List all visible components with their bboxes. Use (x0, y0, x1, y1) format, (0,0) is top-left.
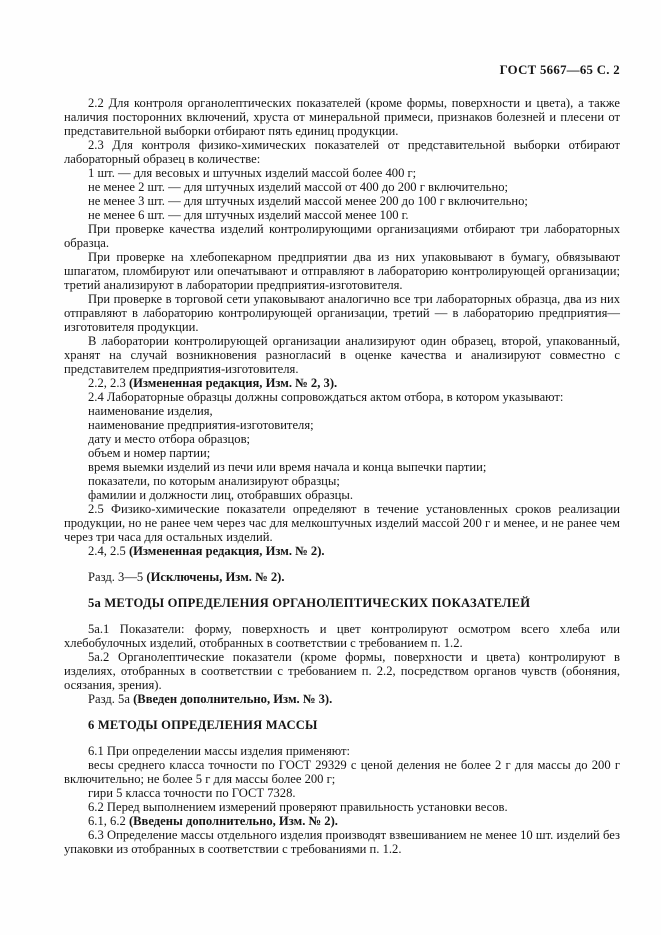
text-segment: 2.2 Для контроля органолептических показателей (кроме формы, поверхности и цвета), а также наличия посторонних включений, хруста от минеральной примеси, признаков болезней и плесени от представительной выборки отбирают пять единиц продукции. (64, 96, 620, 138)
paragraph (64, 250, 620, 292)
bold-text-segment: (Исключены, Изм. № 2). (146, 570, 285, 584)
paragraph (64, 474, 620, 488)
paragraph-spacer (64, 610, 620, 622)
text-segment: 2.4 Лабораторные образцы должны сопровождаться актом отбора, в котором указывают: (88, 390, 564, 404)
bold-text-segment: (Измененная редакция, Изм. № 2, 3). (128, 376, 338, 390)
paragraph-spacer (64, 732, 620, 744)
text-segment: 5а.1 Показатели: форму, поверхность и цвет контролируют осмотром всего хлеба или хлебобулочных изделий, отобранных в соответствии с требованием п. 1.2. (64, 622, 620, 650)
paragraph (64, 432, 620, 446)
text-segment: 1 шт. — для весовых и штучных изделий массой более 400 г; (88, 166, 417, 180)
text-segment: дату и место отбора образцов; (88, 432, 251, 446)
bold-text-segment: (Введены дополнительно, Изм. № 2). (128, 814, 338, 828)
text-segment: фамилии и должности лиц, отобравших образцы. (88, 488, 353, 502)
text-segment: наименование предприятия-изготовителя; (88, 418, 314, 432)
paragraph (64, 96, 620, 138)
paragraph-spacer (64, 584, 620, 596)
paragraph (64, 194, 620, 208)
text-segment: 2.5 Физико-химические показатели определяют в течение установленных сроков реализации продукции, но не ранее чем через час для мелкоштучных изделий массой 200 г и менее, и не ранее чем через три часа для остальных изделий. (64, 502, 620, 544)
section-heading (64, 596, 620, 610)
text-segment: 2.3 Для контроля физико-химических показателей от представительной выборки отбирают лабораторный образец в количестве: (64, 138, 620, 166)
text-segment: показатели, по которым анализируют образцы; (88, 474, 340, 488)
paragraph (64, 488, 620, 502)
paragraph (64, 418, 620, 432)
text-segment: 6.3 Определение массы отдельного изделия производят взвешиванием не менее 10 шт. изделий без упаковки из отобранных в соответствии с требованиями п. 1.2. (64, 828, 620, 856)
text-segment: 6.2 Перед выполнением измерений проверяют правильность установки весов. (88, 800, 508, 814)
paragraph (64, 758, 620, 786)
paragraph (64, 814, 620, 828)
paragraph-spacer (64, 558, 620, 570)
paragraph (64, 786, 620, 800)
bold-text-segment: 5а МЕТОДЫ ОПРЕДЕЛЕНИЯ ОРГАНОЛЕПТИЧЕСКИХ ПОКАЗАТЕЛЕЙ (88, 596, 531, 610)
paragraph (64, 502, 620, 544)
text-segment: 6.1, 6.2 (88, 814, 129, 828)
bold-text-segment: 6 МЕТОДЫ ОПРЕДЕЛЕНИЯ МАССЫ (88, 718, 318, 732)
paragraph (64, 650, 620, 692)
paragraph (64, 828, 620, 856)
text-segment: не менее 3 шт. — для штучных изделий массой менее 200 до 100 г включительно; (88, 194, 528, 208)
text-segment: время выемки изделий из печи или время начала и конца выпечки партии; (88, 460, 487, 474)
text-segment: 2.2, 2.3 (88, 376, 129, 390)
paragraph (64, 166, 620, 180)
text-segment: гири 5 класса точности по ГОСТ 7328. (88, 786, 296, 800)
text-segment: Разд. 3—5 (88, 570, 147, 584)
text-segment: не менее 6 шт. — для штучных изделий массой менее 100 г. (88, 208, 409, 222)
paragraph (64, 208, 620, 222)
paragraph (64, 446, 620, 460)
paragraph (64, 460, 620, 474)
text-segment: наименование изделия, (88, 404, 213, 418)
bold-text-segment: (Введен дополнительно, Изм. № 3). (133, 692, 333, 706)
paragraph (64, 570, 620, 584)
text-segment: При проверке качества изделий контролирующими организациями отбирают три лабораторных образца. (64, 222, 620, 250)
section-heading (64, 718, 620, 732)
paragraph (64, 800, 620, 814)
text-segment: объем и номер партии; (88, 446, 211, 460)
text-segment: 2.4, 2.5 (88, 544, 129, 558)
paragraph (64, 376, 620, 390)
document-body (64, 96, 620, 856)
text-segment: 6.1 При определении массы изделия применяют: (88, 744, 350, 758)
paragraph (64, 222, 620, 250)
paragraph (64, 744, 620, 758)
text-segment: Разд. 5а (88, 692, 134, 706)
text-segment: При проверке на хлебопекарном предприятии два из них упаковывают в бумагу, обвязывают шпагатом, пломбируют или опечатывают и отправляют в лабораторию контролирующей организации; третий анализируют в лаборатории предприятия-изготовителя. (64, 250, 620, 292)
paragraph (64, 692, 620, 706)
text-segment: не менее 2 шт. — для штучных изделий массой от 400 до 200 г включительно; (88, 180, 509, 194)
bold-text-segment: (Измененная редакция, Изм. № 2). (128, 544, 325, 558)
paragraph (64, 292, 620, 334)
paragraph (64, 622, 620, 650)
text-segment: весы среднего класса точности по ГОСТ 29329 с ценой деления не более 2 г для массы до 200 г включительно; не более 5 г для массы более 200 г; (64, 758, 620, 786)
page-header: ГОСТ 5667—65 С. 2 (499, 63, 620, 77)
paragraph (64, 544, 620, 558)
paragraph (64, 404, 620, 418)
paragraph (64, 334, 620, 376)
paragraph (64, 180, 620, 194)
text-segment: При проверке в торговой сети упаковывают аналогично все три лабораторных образца, два из них отправляют в лабораторию контролирующей организации, третий — в лабораторию предприятия—изготовителя продукции. (64, 292, 620, 334)
paragraph-spacer (64, 706, 620, 718)
paragraph (64, 390, 620, 404)
text-segment: 5а.2 Органолептические показатели (кроме формы, поверхности и цвета) контролируют в изделиях, отобранных в соответствии с требованием п. 2.2, посредством органов чувств (обоняния, осязания, зрения). (64, 650, 620, 692)
text-segment: В лаборатории контролирующей организации анализируют один образец, второй, упакованный, хранят на случай возникновения разногласий в оценке качества и анализируют совместно с представителем предприятия-изготовителя. (64, 334, 620, 376)
paragraph (64, 138, 620, 166)
